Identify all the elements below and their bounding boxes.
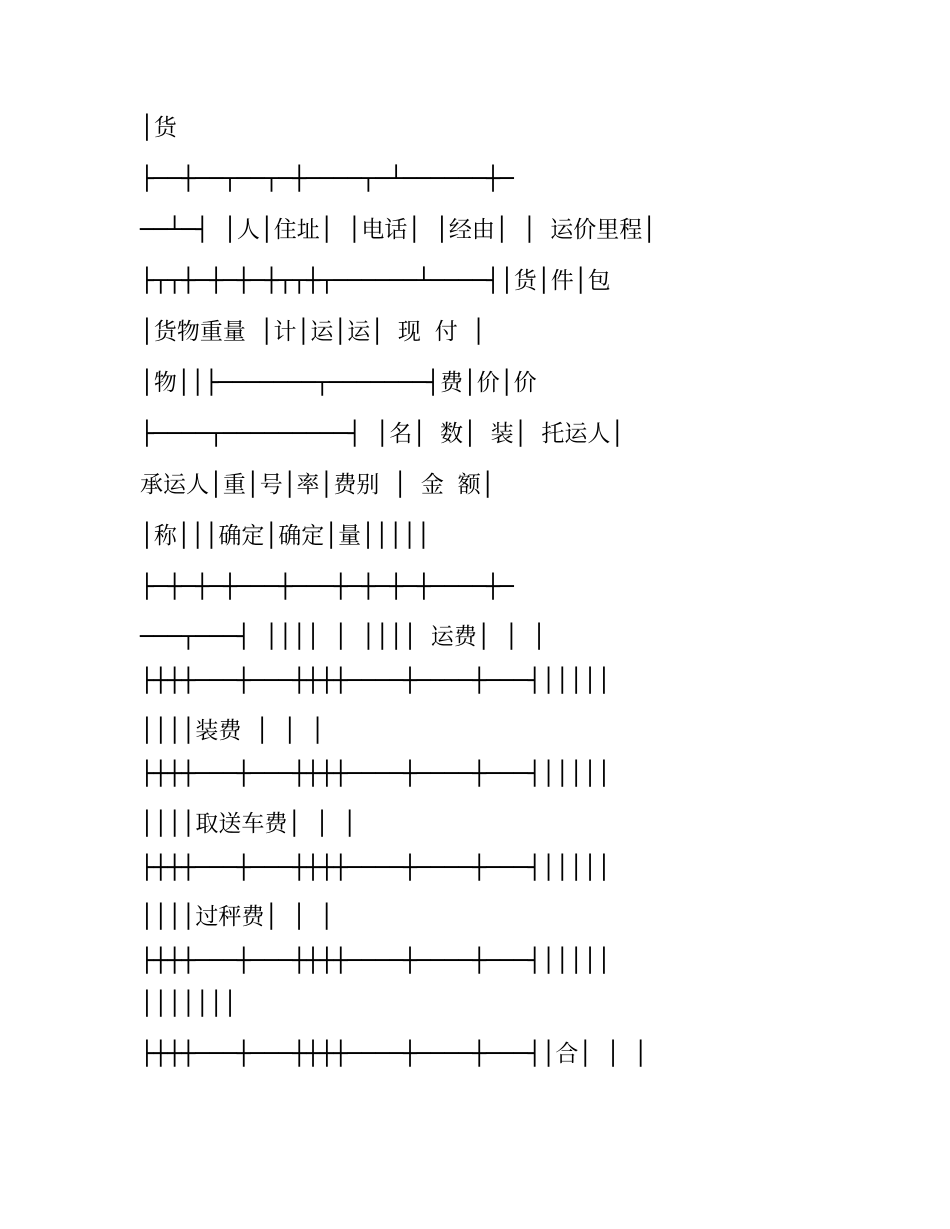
text-line: 承运人│重│号│率│费别 │ 金 额│	[140, 472, 495, 498]
text-line: │物││├───────┬───────┤费│价│价	[140, 370, 537, 396]
text-line: ├┼┼┼───┼───┼┼┼┼────┼────┼───┤│││││	[140, 855, 611, 881]
text-line: ├┼┼┼───┼───┼┼┼┼────┼────┼───┤│││││	[140, 761, 611, 787]
text-line: ││││取送车费│ │ │	[140, 811, 357, 837]
text-line: ││││装费 │ │ │	[140, 718, 325, 744]
text-line: ││││过秤费│ │ │	[140, 904, 334, 930]
text-line: ├┼┼┼───┼───┼┼┼┼────┼────┼───┤│合│ │ │	[140, 1041, 648, 1067]
text-line: │称│││确定│确定│量│││││	[140, 523, 431, 549]
text-line: ├┼┼┼───┼───┼┼┼┼────┼────┼───┤│││││	[140, 668, 611, 694]
text-line: ├┬┬┼─┼─┼─┼┬┬┼┬──────┴────┤│货│件│包	[140, 268, 611, 294]
text-line: │││││││	[140, 991, 237, 1017]
text-line: │货	[140, 115, 177, 141]
text-line: ├──┼──┬──┬─┼────┬─┴──────┼─	[140, 166, 514, 192]
text-line: │货物重量 │计│运│运│ 现 付 │	[140, 319, 486, 345]
text-line: ├────┬─────────┤ │名│ 数│ 装│ 托运人│	[140, 421, 625, 447]
text-line: ───┬───┤ ││││ │ ││││ 运费│ │ │	[140, 624, 547, 650]
text-line: ├┼┼┼───┼───┼┼┼┼────┼────┼───┤│││││	[140, 948, 611, 974]
text-line: ──┴─┤ │人│住址│ │电话│ │经由│ │ 运价里程│	[140, 217, 657, 243]
text-line: ├─┼─┼─┼───┼───┼─┼─┼─┼────┼─	[140, 574, 514, 600]
